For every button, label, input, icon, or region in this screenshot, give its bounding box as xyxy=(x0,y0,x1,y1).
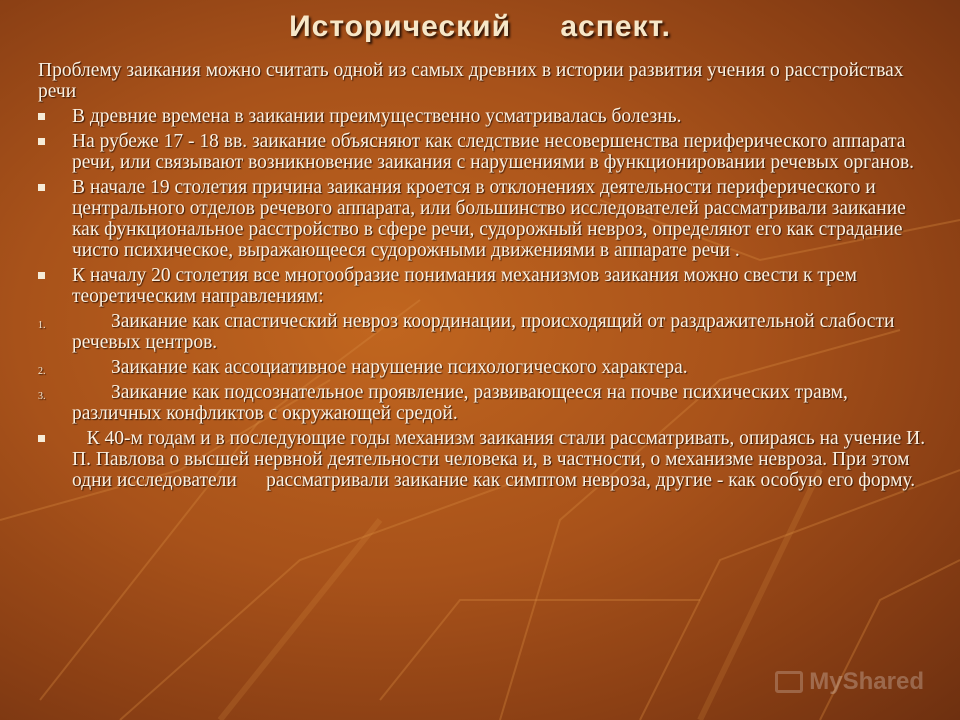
bullet-text: На рубеже 17 - 18 вв. заикание объясняют как следствие несовершенства периферического аппарата речи, или связывают возникновение заикания с нарушениями в функционировании речевых органов. xyxy=(72,131,915,173)
bullet-text: К началу 20 столетия все многообразие понимания механизмов заикания можно свести к трем теоретическим направлениям: xyxy=(72,265,857,307)
bullet-item xyxy=(38,177,926,261)
watermark xyxy=(775,668,924,696)
bullet-item xyxy=(38,106,926,127)
slide-title: Исторический аспект. xyxy=(289,10,671,43)
bullet-marker xyxy=(38,113,45,120)
bullet-marker xyxy=(38,272,45,279)
item-number: 3. xyxy=(38,391,46,402)
bullet-item xyxy=(38,131,926,173)
bullet-item xyxy=(38,428,931,491)
item-number: 1. xyxy=(38,320,46,331)
numbered-text: Заикание как подсознательное проявление, развивающееся на почве психических травм, различных конфликтов с окружающей средой. xyxy=(72,382,853,424)
bullet-marker xyxy=(38,184,45,191)
bullet-marker xyxy=(38,435,45,442)
numbered-item xyxy=(38,382,926,424)
slide-body xyxy=(38,60,931,495)
bullet-text: В древние времена в заикании преимущественно усматривалась болезнь. xyxy=(72,106,682,127)
numbered-item xyxy=(38,311,926,353)
bullet-text: В начале 19 столетия причина заикания кроется в отклонениях деятельности периферического и центрального отделов речевого аппарата, или большинство исследователей рассматривали заикание как функциональное расстройство в сфере речи, судорожный невроз, определяют его как страдание чисто психическое, выражающееся судорожными движениями в аппарате речи . xyxy=(72,177,906,261)
intro-paragraph: Проблему заикания можно считать одной из самых древних в истории развития учения о расстройствах речи xyxy=(38,60,904,102)
numbered-text: Заикание как спастический невроз координации, происходящий от раздражительной слабости речевых центров. xyxy=(72,311,900,353)
numbered-text: Заикание как ассоциативное нарушение психологического характера. xyxy=(72,357,688,378)
bullet-marker xyxy=(38,138,45,145)
numbered-item xyxy=(38,357,926,378)
item-number: 2. xyxy=(38,366,46,377)
watermark-text: MyShared xyxy=(809,668,924,695)
bullet-text: К 40-м годам и в последующие годы механизм заикания стали рассматривать, опираясь на учение И. П. Павлова о высшей нервной деятельности человека и, в частности, о механизме невроза. При этом одни исследователи рассматривали заикание как симптом невроза, другие - как особую его форму. xyxy=(72,428,931,491)
presentation-icon xyxy=(775,671,803,693)
bullet-item xyxy=(38,265,926,307)
